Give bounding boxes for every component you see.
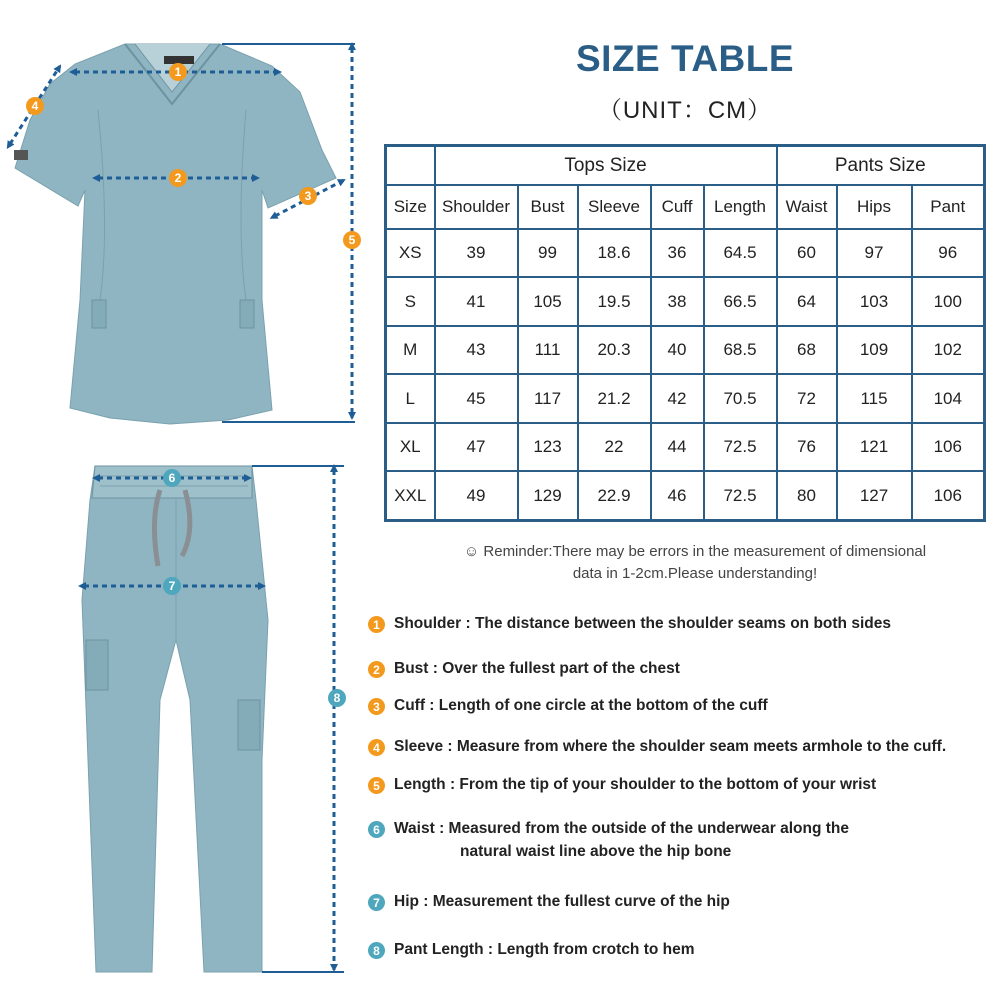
size-label-cell: M — [386, 326, 435, 374]
table-row — [386, 326, 985, 374]
column-header: Shoulder — [435, 185, 518, 229]
pants-size-header: Pants Size — [777, 146, 985, 186]
table-cell: 18.6 — [578, 229, 651, 277]
table-cell: 72 — [777, 374, 837, 422]
corner-cell — [386, 146, 435, 186]
svg-text:5: 5 — [348, 233, 356, 247]
legend-text: Bust : Over the fullest part of the chest — [394, 660, 680, 677]
table-cell: 106 — [912, 423, 985, 471]
table-cell: 45 — [435, 374, 518, 422]
table-cell: 76 — [777, 423, 837, 471]
legend-number-badge: 3 — [368, 698, 385, 715]
column-header: Length — [704, 185, 777, 229]
legend-item — [368, 893, 730, 913]
marker-3 — [299, 187, 317, 205]
column-header: Size — [386, 185, 435, 229]
legend-item — [368, 615, 891, 635]
table-cell: 44 — [651, 423, 704, 471]
page-title: SIZE TABLE — [575, 38, 795, 79]
svg-text:4: 4 — [31, 99, 39, 113]
legend-number-badge: 7 — [368, 894, 385, 911]
size-label-cell: XXL — [386, 471, 435, 520]
legend-number-badge: 4 — [368, 739, 385, 756]
table-cell: 115 — [837, 374, 912, 422]
table-cell: 72.5 — [704, 423, 777, 471]
table-row — [386, 374, 985, 422]
size-label-cell: XL — [386, 423, 435, 471]
svg-text:2: 2 — [174, 171, 182, 185]
table-cell: 68.5 — [704, 326, 777, 374]
table-cell: 40 — [651, 326, 704, 374]
column-header: Cuff — [651, 185, 704, 229]
table-cell: 105 — [518, 277, 578, 325]
size-label-cell: S — [386, 277, 435, 325]
table-cell: 102 — [912, 326, 985, 374]
table-cell: 20.3 — [578, 326, 651, 374]
table-cell: 38 — [651, 277, 704, 325]
legend-text: Pant Length : Length from crotch to hem — [394, 941, 695, 958]
marker-6 — [163, 469, 181, 487]
reminder-line1: Reminder:There may be errors in the measurement of dimensional — [483, 543, 927, 560]
table-cell: 43 — [435, 326, 518, 374]
marker-2 — [169, 169, 187, 187]
column-header: Bust — [518, 185, 578, 229]
legend-text: Hip : Measurement the fullest curve of the hip — [394, 893, 730, 910]
table-cell: 22 — [578, 423, 651, 471]
size-table — [384, 144, 986, 522]
table-cell: 49 — [435, 471, 518, 520]
table-cell: 72.5 — [704, 471, 777, 520]
table-cell: 41 — [435, 277, 518, 325]
table-cell: 109 — [837, 326, 912, 374]
table-cell: 129 — [518, 471, 578, 520]
table-cell: 80 — [777, 471, 837, 520]
table-cell: 60 — [777, 229, 837, 277]
table-cell: 21.2 — [578, 374, 651, 422]
legend-text: Length : From the tip of your shoulder to the bottom of your wrist — [394, 776, 877, 793]
table-cell: 42 — [651, 374, 704, 422]
reminder-line2: data in 1-2cm.Please understanding! — [572, 565, 818, 582]
svg-text:8: 8 — [333, 691, 341, 705]
legend-number-badge: 5 — [368, 777, 385, 794]
garment-illustration — [0, 0, 380, 1000]
marker-8 — [328, 689, 346, 707]
svg-text:7: 7 — [168, 579, 176, 593]
table-row — [386, 471, 985, 520]
table-cell: 66.5 — [704, 277, 777, 325]
column-header: Sleeve — [578, 185, 651, 229]
table-cell: 104 — [912, 374, 985, 422]
legend-text: Shoulder : The distance between the shoulder seams on both sides — [394, 615, 891, 632]
table-cell: 64 — [777, 277, 837, 325]
tops-size-header: Tops Size — [435, 146, 777, 186]
table-cell: 123 — [518, 423, 578, 471]
table-cell: 121 — [837, 423, 912, 471]
table-cell: 19.5 — [578, 277, 651, 325]
table-cell: 39 — [435, 229, 518, 277]
legend-text-continued: natural waist line above the hip bone — [460, 843, 732, 860]
svg-text:6: 6 — [168, 471, 176, 485]
table-cell: 96 — [912, 229, 985, 277]
legend-number-badge: 1 — [368, 616, 385, 633]
table-cell: 68 — [777, 326, 837, 374]
table-cell: 103 — [837, 277, 912, 325]
unit-label: （UNIT：CM） — [597, 97, 773, 124]
marker-7 — [163, 577, 181, 595]
size-label-cell: XS — [386, 229, 435, 277]
table-row — [386, 277, 985, 325]
legend-number-badge: 6 — [368, 821, 385, 838]
legend-item — [368, 776, 876, 796]
table-row — [386, 229, 985, 277]
legend-item — [368, 697, 768, 717]
reminder-note — [405, 541, 985, 585]
column-header: Pant — [912, 185, 985, 229]
legend-number-badge: 2 — [368, 661, 385, 678]
scrub-top-image — [14, 44, 336, 424]
smile-icon: ☺ — [463, 543, 480, 560]
column-header: Waist — [777, 185, 837, 229]
table-cell: 100 — [912, 277, 985, 325]
svg-text:3: 3 — [304, 189, 312, 203]
table-cell: 106 — [912, 471, 985, 520]
scrub-pants-image — [82, 466, 268, 972]
table-cell: 111 — [518, 326, 578, 374]
column-header: Hips — [837, 185, 912, 229]
marker-4 — [26, 97, 44, 115]
table-cell: 99 — [518, 229, 578, 277]
legend-item — [368, 941, 695, 961]
svg-text:1: 1 — [174, 65, 182, 79]
legend-text: Sleeve : Measure from where the shoulder seam meets armhole to the cuff. — [394, 738, 947, 755]
legend-text: Cuff : Length of one circle at the bottom of the cuff — [394, 697, 768, 714]
legend-item — [368, 820, 849, 863]
legend-number-badge: 8 — [368, 942, 385, 959]
legend-text: Waist : Measured from the outside of the underwear along the — [394, 820, 850, 837]
table-cell: 47 — [435, 423, 518, 471]
table-cell: 22.9 — [578, 471, 651, 520]
table-cell: 70.5 — [704, 374, 777, 422]
table-cell: 97 — [837, 229, 912, 277]
size-label-cell: L — [386, 374, 435, 422]
marker-1 — [169, 63, 187, 81]
legend-item — [368, 738, 946, 758]
table-cell: 117 — [518, 374, 578, 422]
marker-5 — [343, 231, 361, 249]
table-row — [386, 423, 985, 471]
table-cell: 36 — [651, 229, 704, 277]
table-cell: 46 — [651, 471, 704, 520]
table-cell: 127 — [837, 471, 912, 520]
table-cell: 64.5 — [704, 229, 777, 277]
legend-item — [368, 660, 680, 680]
